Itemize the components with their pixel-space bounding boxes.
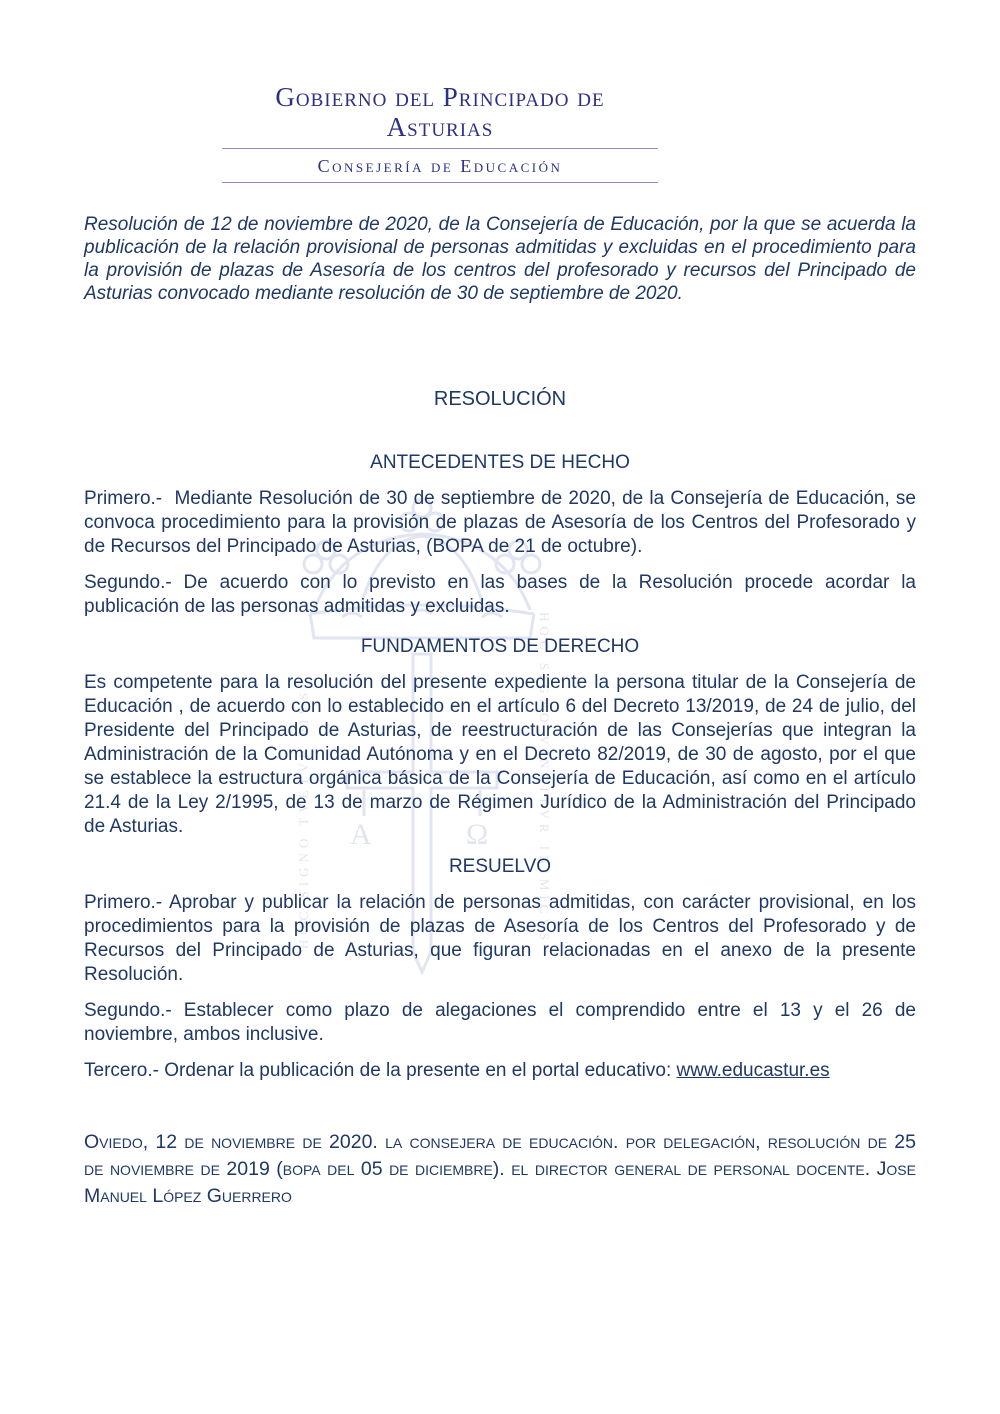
resuelvo-paragraph-primero: Primero.- Aprobar y publicar la relación de personas admitidas, con carácter provisional, en los procedimientos para la provisión de plazas de Asesoría de los Centros del Profesorado y de Recursos del Principado de Asturias, que figuran relacionadas en el anexo de la presente Resolución. — [84, 892, 922, 985]
resuelvo-paragraph-tercero — [84, 1059, 916, 1083]
watermark-right-motto: HOC SIGNO VINCITVR INIMICVS — [537, 612, 552, 946]
antecedentes-paragraph-primero: Primero.- Mediante Resolución de 30 de septiembre de 2020, de la Consejería de Educación, se convoca procedimiento para la provisión de plazas de Asesoría de los Centros del Profesorado y de Recursos del Principado de Asturias, (BOPA de 21 de octubre). — [84, 488, 922, 557]
section-heading-resuelvo: RESUELVO — [448, 856, 552, 877]
government-title: Gobierno del Principado de Asturias — [275, 82, 605, 142]
section-heading-fundamentos: FUNDAMENTOS DE DERECHO — [360, 636, 640, 657]
resuelvo-paragraph-segundo: Segundo.- Establecer como plazo de alegaciones el comprendido entre el 13 y el 26 de noviembre, ambos inclusive. — [84, 1000, 922, 1045]
letterhead-rule-top — [222, 148, 658, 149]
antecedentes-paragraph-segundo: Segundo.- De acuerdo con lo previsto en las bases de la Resolución procede acordar la publicación de las personas admitidas y excluidas. — [84, 572, 922, 617]
svg-text:Α: Α — [350, 818, 372, 851]
signature-block: Oviedo, 12 de noviembre de 2020. la consejera de educación. por delegación, resolución de 25 de noviembre de 2019 (bopa del 05 de diciembre). el director general de personal docente. Jose Manuel López Guerrero — [84, 1131, 927, 1207]
educastur-link[interactable]: www.educastur.es — [676, 1060, 830, 1081]
document-title: RESOLUCIÓN — [433, 388, 567, 410]
tercero-text: Tercero.- Ordenar la publicación de la presente en el portal educativo: — [84, 1060, 677, 1081]
fundamentos-paragraph: Es competente para la resolución del presente expediente la persona titular de la Consejería de Educación , de acuerdo con lo establecido en el artículo 6 del Decreto 13/2019, de 24 de julio, del Presidente del Principado de Asturias, de reestructuración de las Consejerías que integran la Administración de la Comunidad Autónoma y en el Decreto 82/2019, de 30 de agosto, por el que se establece la estructura orgánica básica de la Consejería de Educación, así como en el artículo 21.4 de la Ley 2/1995, de 13 de marzo de Régimen Jurídico de la Administración del Principado de Asturias. — [84, 672, 922, 837]
department-title: Consejería de Educación — [317, 156, 563, 176]
section-heading-antecedentes: ANTECEDENTES DE HECHO — [370, 452, 630, 473]
resolution-summary: Resolución de 12 de noviembre de 2020, de la Consejería de Educación, por la que se acuerda la publicación de la relación provisional de personas admitidas y excluidas en el procedimiento para la provisión de plazas de Asesoría de los centros del profesorado y recursos del Principado de Asturias convocado mediante resolución de 30 de septiembre de 2020. — [84, 214, 922, 304]
letterhead — [222, 0, 658, 183]
svg-text:Ω: Ω — [466, 818, 489, 851]
letterhead-rule-bottom — [222, 182, 658, 183]
watermark-left-motto: HOC SIGNO TVETVR PIVS — [296, 688, 311, 950]
